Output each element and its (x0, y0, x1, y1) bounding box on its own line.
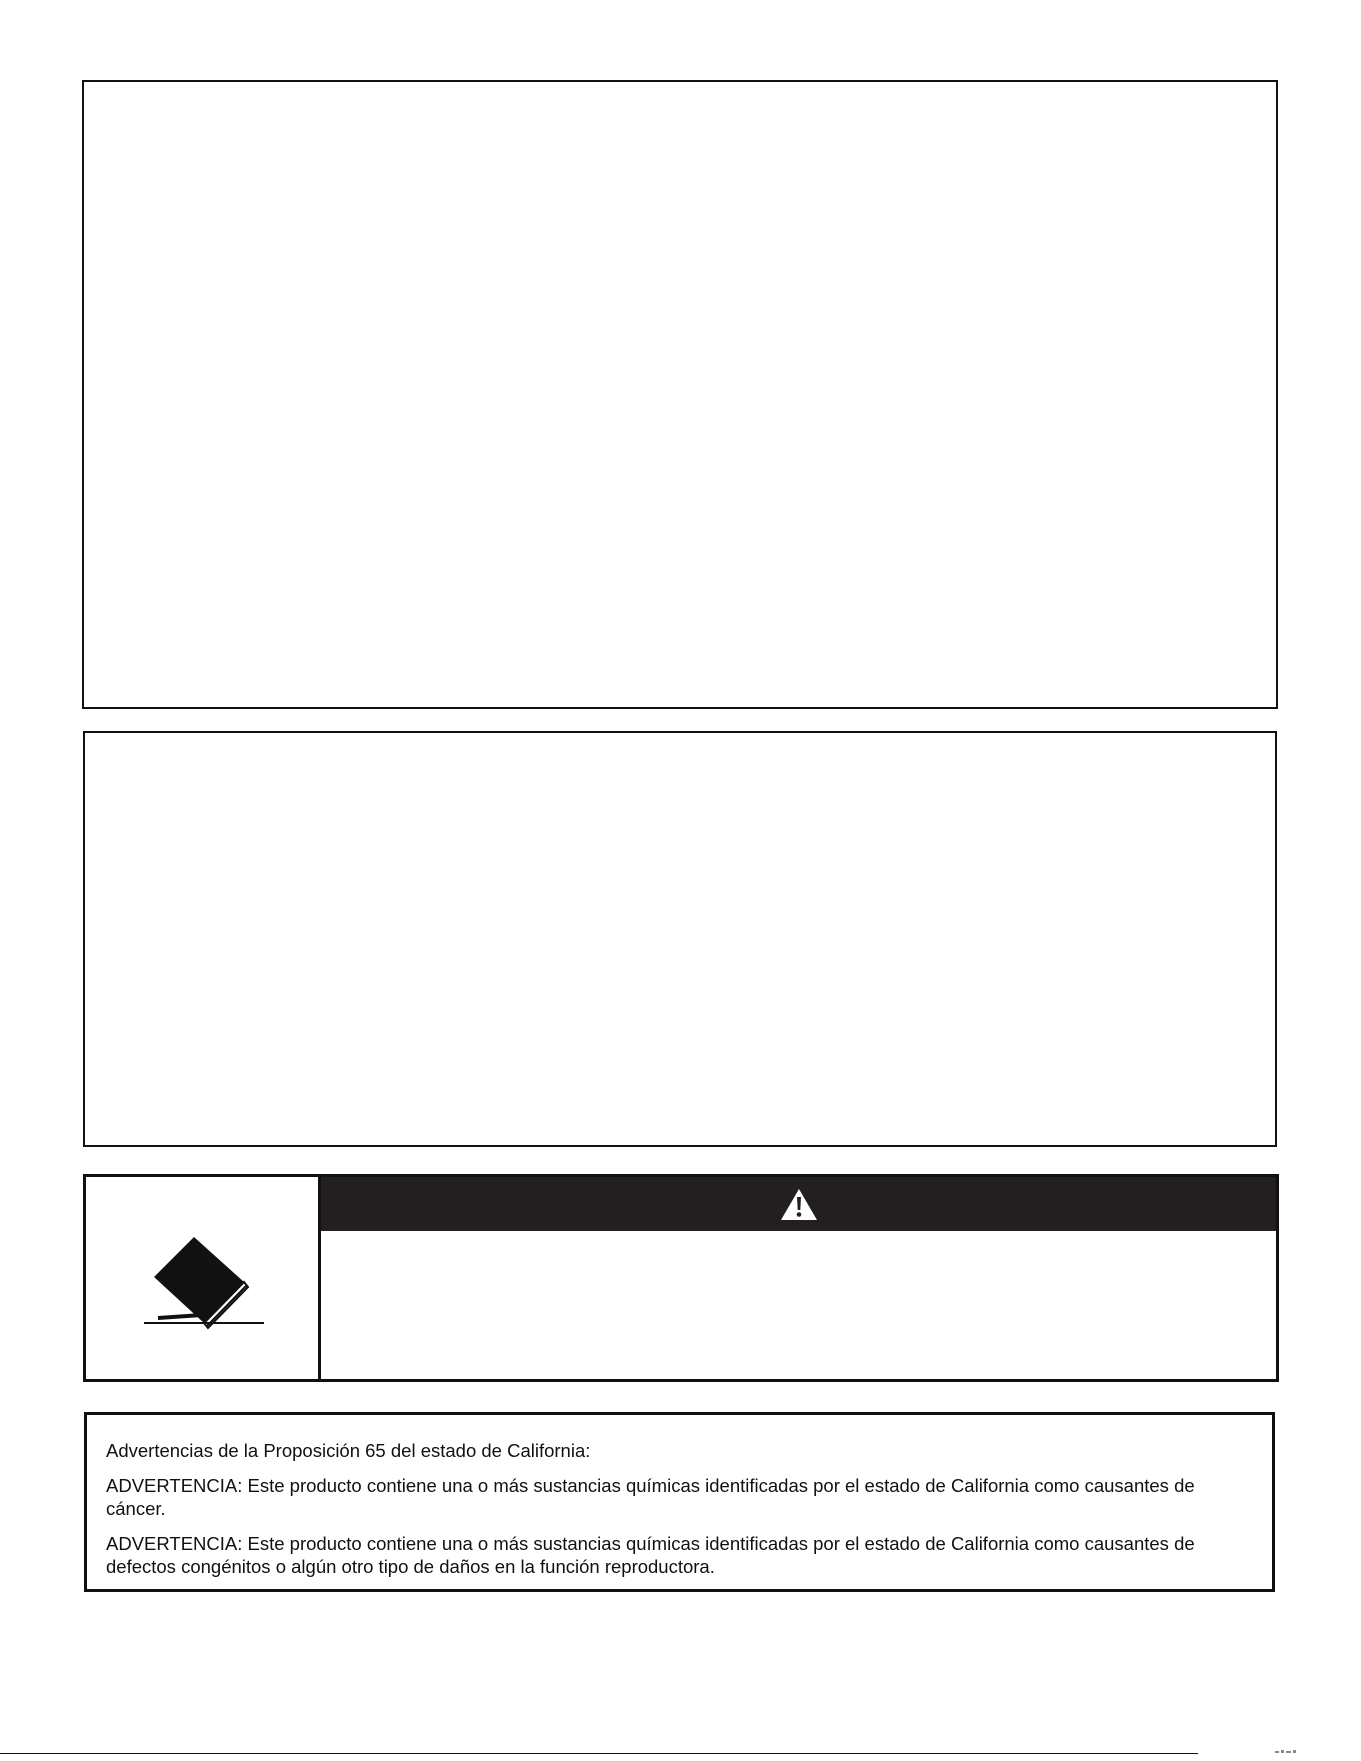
prop65-reproductive-warning: ADVERTENCIA: Este producto contiene una o más sustancias químicas identificadas por el estado de California como causantes de defectos congénitos o algún otro tipo de daños en la función reproductora. (106, 1533, 1195, 1577)
warning-body (321, 1231, 1276, 1379)
tip-over-warning-box (83, 1174, 1279, 1382)
prop65-cancer-warning: ADVERTENCIA: Este producto contiene una o más sustancias químicas identificadas por el estado de California como causantes de cáncer. (106, 1475, 1195, 1519)
prop65-warning-box (84, 1412, 1275, 1592)
page-bottom-rule (0, 1753, 1198, 1754)
prop65-heading: Advertencias de la Proposición 65 del estado de California: (106, 1440, 591, 1461)
page-corner-mark (1275, 1748, 1303, 1754)
warning-icon-cell (86, 1177, 321, 1379)
alert-triangle-icon (780, 1188, 818, 1221)
warning-header-bar (321, 1177, 1276, 1231)
blank-content-box-top (82, 80, 1278, 709)
appliance-tip-over-icon (144, 1237, 274, 1332)
blank-content-box-middle (83, 731, 1277, 1147)
